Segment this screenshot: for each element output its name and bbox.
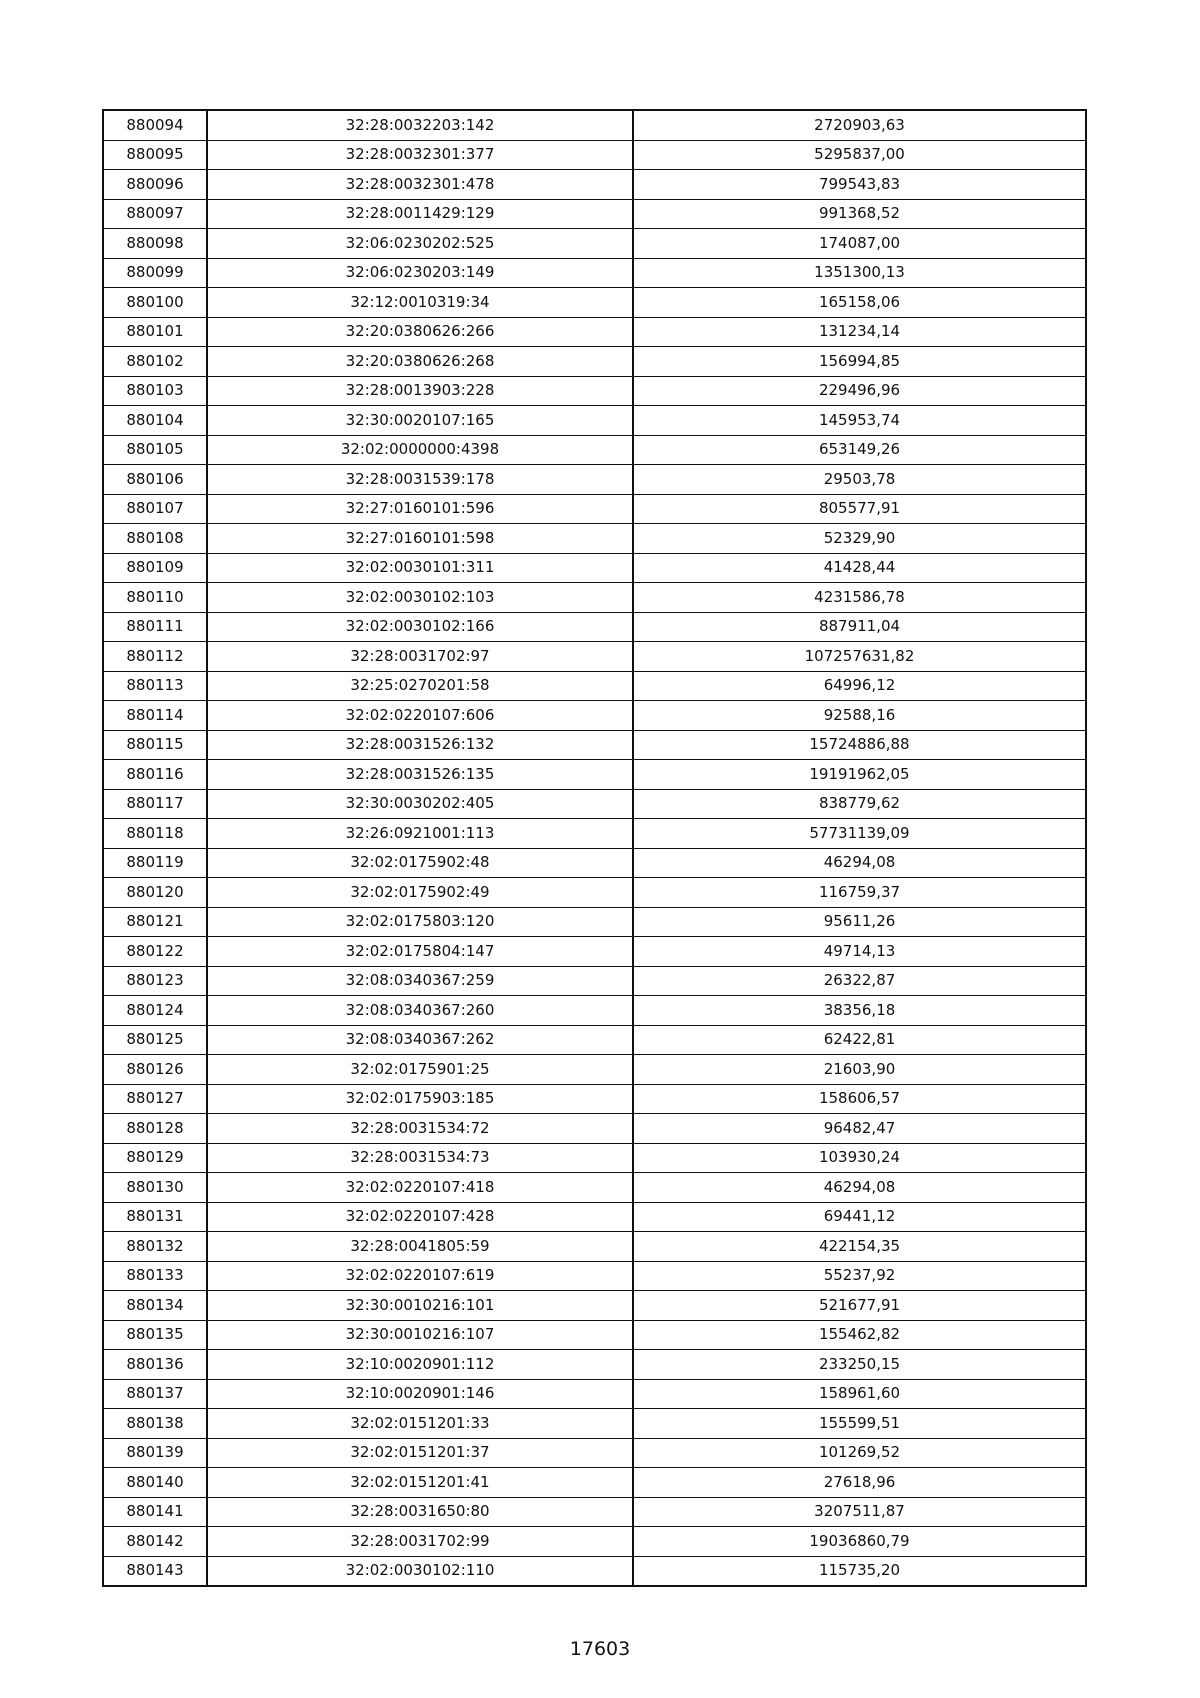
cadastral-value-cell: 158606,57 (633, 1084, 1086, 1114)
cadastral-value-cell: 55237,92 (633, 1261, 1086, 1291)
row-number-cell: 880120 (103, 878, 207, 908)
table-row (103, 701, 1086, 731)
row-number-cell: 880116 (103, 760, 207, 790)
row-number-cell: 880139 (103, 1438, 207, 1468)
table-row (103, 1173, 1086, 1203)
row-number-cell: 880128 (103, 1114, 207, 1144)
cadastral-value-cell: 5295837,00 (633, 140, 1086, 170)
cadastral-value-cell: 27618,96 (633, 1468, 1086, 1498)
row-number-cell: 880127 (103, 1084, 207, 1114)
table-row (103, 494, 1086, 524)
table-row (103, 730, 1086, 760)
row-number-cell: 880121 (103, 907, 207, 937)
cadastral-number-cell: 32:30:0020107:165 (207, 406, 633, 436)
row-number-cell: 880099 (103, 258, 207, 288)
row-number-cell: 880102 (103, 347, 207, 377)
cadastral-number-cell: 32:26:0921001:113 (207, 819, 633, 849)
cadastral-number-cell: 32:02:0030102:103 (207, 583, 633, 613)
row-number-cell: 880122 (103, 937, 207, 967)
row-number-cell: 880114 (103, 701, 207, 731)
cadastral-value-cell: 805577,91 (633, 494, 1086, 524)
cadastral-value-cell: 229496,96 (633, 376, 1086, 406)
row-number-cell: 880112 (103, 642, 207, 672)
table-row (103, 376, 1086, 406)
table-row (103, 1527, 1086, 1557)
cadastral-value-cell: 107257631,82 (633, 642, 1086, 672)
cadastral-number-cell: 32:02:0151201:33 (207, 1409, 633, 1439)
row-number-cell: 880109 (103, 553, 207, 583)
row-number-cell: 880108 (103, 524, 207, 554)
table-row (103, 317, 1086, 347)
cadastral-value-cell: 103930,24 (633, 1143, 1086, 1173)
cadastral-number-cell: 32:28:0032301:377 (207, 140, 633, 170)
cadastral-number-cell: 32:08:0340367:259 (207, 966, 633, 996)
cadastral-number-cell: 32:02:0175902:49 (207, 878, 633, 908)
row-number-cell: 880103 (103, 376, 207, 406)
table-row (103, 878, 1086, 908)
cadastral-value-cell: 57731139,09 (633, 819, 1086, 849)
row-number-cell: 880111 (103, 612, 207, 642)
row-number-cell: 880135 (103, 1320, 207, 1350)
cadastral-value-cell: 21603,90 (633, 1055, 1086, 1085)
cadastral-value-cell: 15724886,88 (633, 730, 1086, 760)
cadastral-number-cell: 32:02:0030101:311 (207, 553, 633, 583)
table-body (103, 110, 1086, 1586)
cadastral-number-cell: 32:06:0230203:149 (207, 258, 633, 288)
row-number-cell: 880094 (103, 110, 207, 140)
cadastral-number-cell: 32:30:0030202:405 (207, 789, 633, 819)
cadastral-value-cell: 156994,85 (633, 347, 1086, 377)
table-row (103, 1320, 1086, 1350)
table-row (103, 671, 1086, 701)
table-row (103, 1025, 1086, 1055)
cadastral-number-cell: 32:28:0031534:73 (207, 1143, 633, 1173)
row-number-cell: 880143 (103, 1556, 207, 1586)
table-row (103, 1202, 1086, 1232)
cadastral-number-cell: 32:20:0380626:268 (207, 347, 633, 377)
cadastral-value-cell: 145953,74 (633, 406, 1086, 436)
row-number-cell: 880133 (103, 1261, 207, 1291)
row-number-cell: 880118 (103, 819, 207, 849)
cadastral-number-cell: 32:02:0220107:418 (207, 1173, 633, 1203)
page-number: 17603 (569, 1638, 631, 1660)
row-number-cell: 880107 (103, 494, 207, 524)
table-row (103, 937, 1086, 967)
cadastral-value-cell: 422154,35 (633, 1232, 1086, 1262)
table-row (103, 1556, 1086, 1586)
cadastral-value-cell: 101269,52 (633, 1438, 1086, 1468)
table-row (103, 1291, 1086, 1321)
cadastral-number-cell: 32:02:0030102:110 (207, 1556, 633, 1586)
table-row (103, 229, 1086, 259)
row-number-cell: 880106 (103, 465, 207, 495)
table-row (103, 642, 1086, 672)
cadastral-value-cell: 52329,90 (633, 524, 1086, 554)
cadastral-number-cell: 32:30:0010216:107 (207, 1320, 633, 1350)
cadastral-value-cell: 2720903,63 (633, 110, 1086, 140)
table-row (103, 1261, 1086, 1291)
cadastral-value-cell: 62422,81 (633, 1025, 1086, 1055)
row-number-cell: 880124 (103, 996, 207, 1026)
row-number-cell: 880134 (103, 1291, 207, 1321)
row-number-cell: 880123 (103, 966, 207, 996)
table-row (103, 1497, 1086, 1527)
table-row (103, 907, 1086, 937)
cadastral-value-cell: 155599,51 (633, 1409, 1086, 1439)
table-row (103, 1468, 1086, 1498)
cadastral-value-cell: 155462,82 (633, 1320, 1086, 1350)
cadastral-value-cell: 49714,13 (633, 937, 1086, 967)
cadastral-number-cell: 32:28:0032203:142 (207, 110, 633, 140)
cadastral-number-cell: 32:25:0270201:58 (207, 671, 633, 701)
cadastral-number-cell: 32:02:0175803:120 (207, 907, 633, 937)
table-row (103, 612, 1086, 642)
cadastral-number-cell: 32:12:0010319:34 (207, 288, 633, 318)
cadastral-number-cell: 32:10:0020901:146 (207, 1379, 633, 1409)
cadastral-value-cell: 158961,60 (633, 1379, 1086, 1409)
cadastral-number-cell: 32:28:0031702:97 (207, 642, 633, 672)
cadastral-number-cell: 32:20:0380626:266 (207, 317, 633, 347)
table-row (103, 524, 1086, 554)
cadastral-value-cell: 838779,62 (633, 789, 1086, 819)
cadastral-number-cell: 32:02:0220107:428 (207, 1202, 633, 1232)
cadastral-number-cell: 32:02:0220107:606 (207, 701, 633, 731)
row-number-cell: 880095 (103, 140, 207, 170)
row-number-cell: 880110 (103, 583, 207, 613)
cadastral-value-cell: 1351300,13 (633, 258, 1086, 288)
cadastral-value-cell: 116759,37 (633, 878, 1086, 908)
row-number-cell: 880137 (103, 1379, 207, 1409)
cadastral-number-cell: 32:28:0031539:178 (207, 465, 633, 495)
row-number-cell: 880104 (103, 406, 207, 436)
table-row (103, 760, 1086, 790)
cadastral-value-cell: 29503,78 (633, 465, 1086, 495)
table-row (103, 140, 1086, 170)
cadastral-value-cell: 4231586,78 (633, 583, 1086, 613)
cadastral-number-cell: 32:27:0160101:596 (207, 494, 633, 524)
row-number-cell: 880132 (103, 1232, 207, 1262)
cadastral-number-cell: 32:02:0175902:48 (207, 848, 633, 878)
table-row (103, 1350, 1086, 1380)
table-row (103, 1232, 1086, 1262)
cadastral-number-cell: 32:28:0032301:478 (207, 170, 633, 200)
cadastral-value-cell: 165158,06 (633, 288, 1086, 318)
cadastral-value-cell: 19191962,05 (633, 760, 1086, 790)
row-number-cell: 880125 (103, 1025, 207, 1055)
cadastral-number-cell: 32:27:0160101:598 (207, 524, 633, 554)
cadastral-value-cell: 174087,00 (633, 229, 1086, 259)
cadastral-number-cell: 32:02:0175901:25 (207, 1055, 633, 1085)
cadastral-number-cell: 32:02:0151201:41 (207, 1468, 633, 1498)
cadastral-number-cell: 32:02:0175903:185 (207, 1084, 633, 1114)
row-number-cell: 880097 (103, 199, 207, 229)
cadastral-number-cell: 32:28:0031534:72 (207, 1114, 633, 1144)
row-number-cell: 880098 (103, 229, 207, 259)
cadastral-value-cell: 64996,12 (633, 671, 1086, 701)
cadastral-value-cell: 19036860,79 (633, 1527, 1086, 1557)
row-number-cell: 880117 (103, 789, 207, 819)
table-row (103, 1143, 1086, 1173)
cadastral-value-cell: 131234,14 (633, 317, 1086, 347)
row-number-cell: 880101 (103, 317, 207, 347)
cadastral-number-cell: 32:02:0030102:166 (207, 612, 633, 642)
cadastral-value-cell: 26322,87 (633, 966, 1086, 996)
row-number-cell: 880141 (103, 1497, 207, 1527)
table-row (103, 789, 1086, 819)
cadastral-number-cell: 32:28:0031650:80 (207, 1497, 633, 1527)
cadastral-value-cell: 46294,08 (633, 1173, 1086, 1203)
table-row (103, 819, 1086, 849)
table-row (103, 435, 1086, 465)
row-number-cell: 880129 (103, 1143, 207, 1173)
cadastral-value-cell: 69441,12 (633, 1202, 1086, 1232)
cadastral-value-cell: 799543,83 (633, 170, 1086, 200)
cadastral-value-cell: 653149,26 (633, 435, 1086, 465)
cadastral-number-cell: 32:02:0175804:147 (207, 937, 633, 967)
cadastral-number-cell: 32:28:0013903:228 (207, 376, 633, 406)
table-row (103, 1409, 1086, 1439)
cadastral-number-cell: 32:28:0031526:132 (207, 730, 633, 760)
table-row (103, 199, 1086, 229)
table-row (103, 258, 1086, 288)
row-number-cell: 880119 (103, 848, 207, 878)
cadastral-number-cell: 32:02:0220107:619 (207, 1261, 633, 1291)
table-row (103, 1114, 1086, 1144)
row-number-cell: 880138 (103, 1409, 207, 1439)
cadastral-value-table (102, 109, 1087, 1587)
cadastral-value-cell: 887911,04 (633, 612, 1086, 642)
table-row (103, 1055, 1086, 1085)
cadastral-number-cell: 32:30:0010216:101 (207, 1291, 633, 1321)
cadastral-value-cell: 233250,15 (633, 1350, 1086, 1380)
cadastral-number-cell: 32:08:0340367:262 (207, 1025, 633, 1055)
cadastral-value-cell: 96482,47 (633, 1114, 1086, 1144)
cadastral-number-cell: 32:02:0000000:4398 (207, 435, 633, 465)
cadastral-value-cell: 95611,26 (633, 907, 1086, 937)
table-row (103, 1084, 1086, 1114)
table-row (103, 110, 1086, 140)
table-row (103, 553, 1086, 583)
row-number-cell: 880140 (103, 1468, 207, 1498)
cadastral-value-cell: 38356,18 (633, 996, 1086, 1026)
table-row (103, 406, 1086, 436)
cadastral-number-cell: 32:28:0031526:135 (207, 760, 633, 790)
cadastral-number-cell: 32:28:0031702:99 (207, 1527, 633, 1557)
cadastral-value-cell: 991368,52 (633, 199, 1086, 229)
cadastral-number-cell: 32:06:0230202:525 (207, 229, 633, 259)
row-number-cell: 880136 (103, 1350, 207, 1380)
table-row (103, 966, 1086, 996)
table-row (103, 170, 1086, 200)
table-row (103, 347, 1086, 377)
cadastral-value-cell: 46294,08 (633, 848, 1086, 878)
row-number-cell: 880130 (103, 1173, 207, 1203)
row-number-cell: 880096 (103, 170, 207, 200)
cadastral-value-cell: 41428,44 (633, 553, 1086, 583)
row-number-cell: 880113 (103, 671, 207, 701)
row-number-cell: 880105 (103, 435, 207, 465)
cadastral-number-cell: 32:02:0151201:37 (207, 1438, 633, 1468)
row-number-cell: 880115 (103, 730, 207, 760)
table-row (103, 583, 1086, 613)
row-number-cell: 880100 (103, 288, 207, 318)
table-row (103, 848, 1086, 878)
table-row (103, 288, 1086, 318)
table-row (103, 996, 1086, 1026)
cadastral-number-cell: 32:28:0041805:59 (207, 1232, 633, 1262)
cadastral-number-cell: 32:28:0011429:129 (207, 199, 633, 229)
row-number-cell: 880126 (103, 1055, 207, 1085)
row-number-cell: 880142 (103, 1527, 207, 1557)
cadastral-value-cell: 521677,91 (633, 1291, 1086, 1321)
row-number-cell: 880131 (103, 1202, 207, 1232)
table-row (103, 1438, 1086, 1468)
cadastral-value-cell: 92588,16 (633, 701, 1086, 731)
cadastral-value-cell: 3207511,87 (633, 1497, 1086, 1527)
cadastral-value-cell: 115735,20 (633, 1556, 1086, 1586)
cadastral-number-cell: 32:08:0340367:260 (207, 996, 633, 1026)
table-row (103, 465, 1086, 495)
table-row (103, 1379, 1086, 1409)
cadastral-number-cell: 32:10:0020901:112 (207, 1350, 633, 1380)
